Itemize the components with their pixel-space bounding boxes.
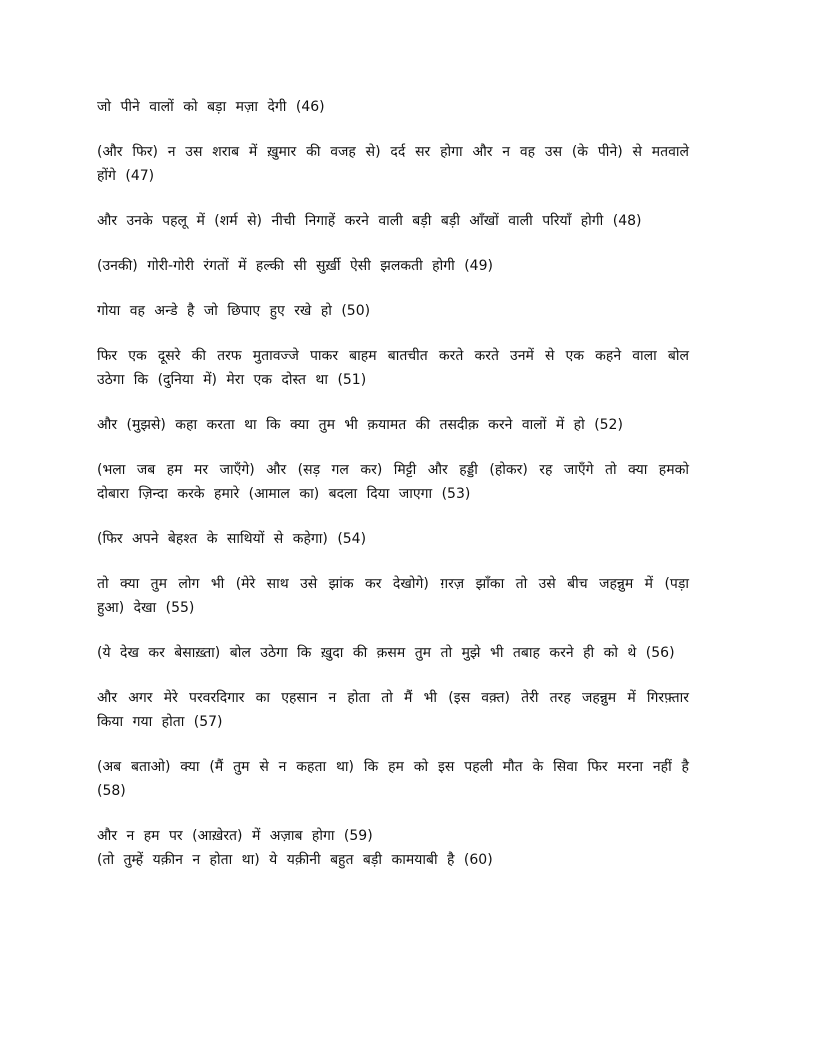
verse-50: गोया वह अन्डे है जो छिपाए हुए रखे हो (50) [97,303,371,319]
verse-56: (ये देख कर बेसाख़्ता) बोल उठेगा कि ख़ुदा की क़सम तुम तो मुझे भी तबाह करने ही को थे (56) [97,645,675,661]
verse-53: (भला जब हम मर जाएँगे) और (सड़ गल कर) मिट्टी और हड्डी (होकर) रह जाएँगे तो क्या हमको दोबारा ज़िन्दा करके हमारे (आमाल का) बदला दिया जाएगा (53) [97,462,689,502]
verse-57: और अगर मेरे परवरदिगार का एहसान न होता तो मैं भी (इस वक़्त) तेरी तरह जहन्नुम में गिरफ़्तार किया गया होता (57) [97,690,689,730]
verse-49: (उनकी) गोरी-गोरी रंगतों में हल्की सी सुर्ख़ी ऐसी झलकती होगी (49) [97,258,493,274]
verse-51: फिर एक दूसरे की तरफ मुतावज्जे पाकर बाहम बातचीत करते करते उनमें से एक कहने वाला बोल उठेगा कि (दुनिया में) मेरा एक दोस्त था (51) [97,348,689,388]
verse-55: तो क्या तुम लोग भी (मेरे साथ उसे झांक कर देखोगे) ग़रज़ झाँका तो उसे बीच जहन्नुम में (पड़ा हुआ) देखा (55) [97,576,689,616]
verse-46: जो पीने वालों को बड़ा मज़ा देगी (46) [97,99,325,115]
verse-list [97,95,689,872]
verse-60: (तो तुम्हें यक़ीन न होता था) ये यक़ीनी बहुत बड़ी कामयाबी है (60) [97,852,493,868]
verse-47: (और फिर) न उस शराब में ख़ुमार की वजह से) दर्द सर होगा और न वह उस (के पीने) से मतवाले होंगे (47) [97,144,689,184]
verse-54: (फिर अपने बेहश्त के साथियों से कहेगा) (54) [97,531,367,547]
verse-48: और उनके पहलू में (शर्म से) नीची निगाहें करने वाली बड़ी बड़ी आँखों वाली परियाँ होगी (48) [97,213,642,229]
verse-52: और (मुझसे) कहा करता था कि क्या तुम भी क़यामत की तसदीक़ करने वालों में हो (52) [97,417,623,433]
verse-59: और न हम पर (आख़ेरत) में अज़ाब होगा (59) [97,828,373,844]
verse-58: (अब बताओ) क्या (मैं तुम से न कहता था) कि हम को इस पहली मौत के सिवा फिर मरना नहीं है (58) [97,759,689,799]
